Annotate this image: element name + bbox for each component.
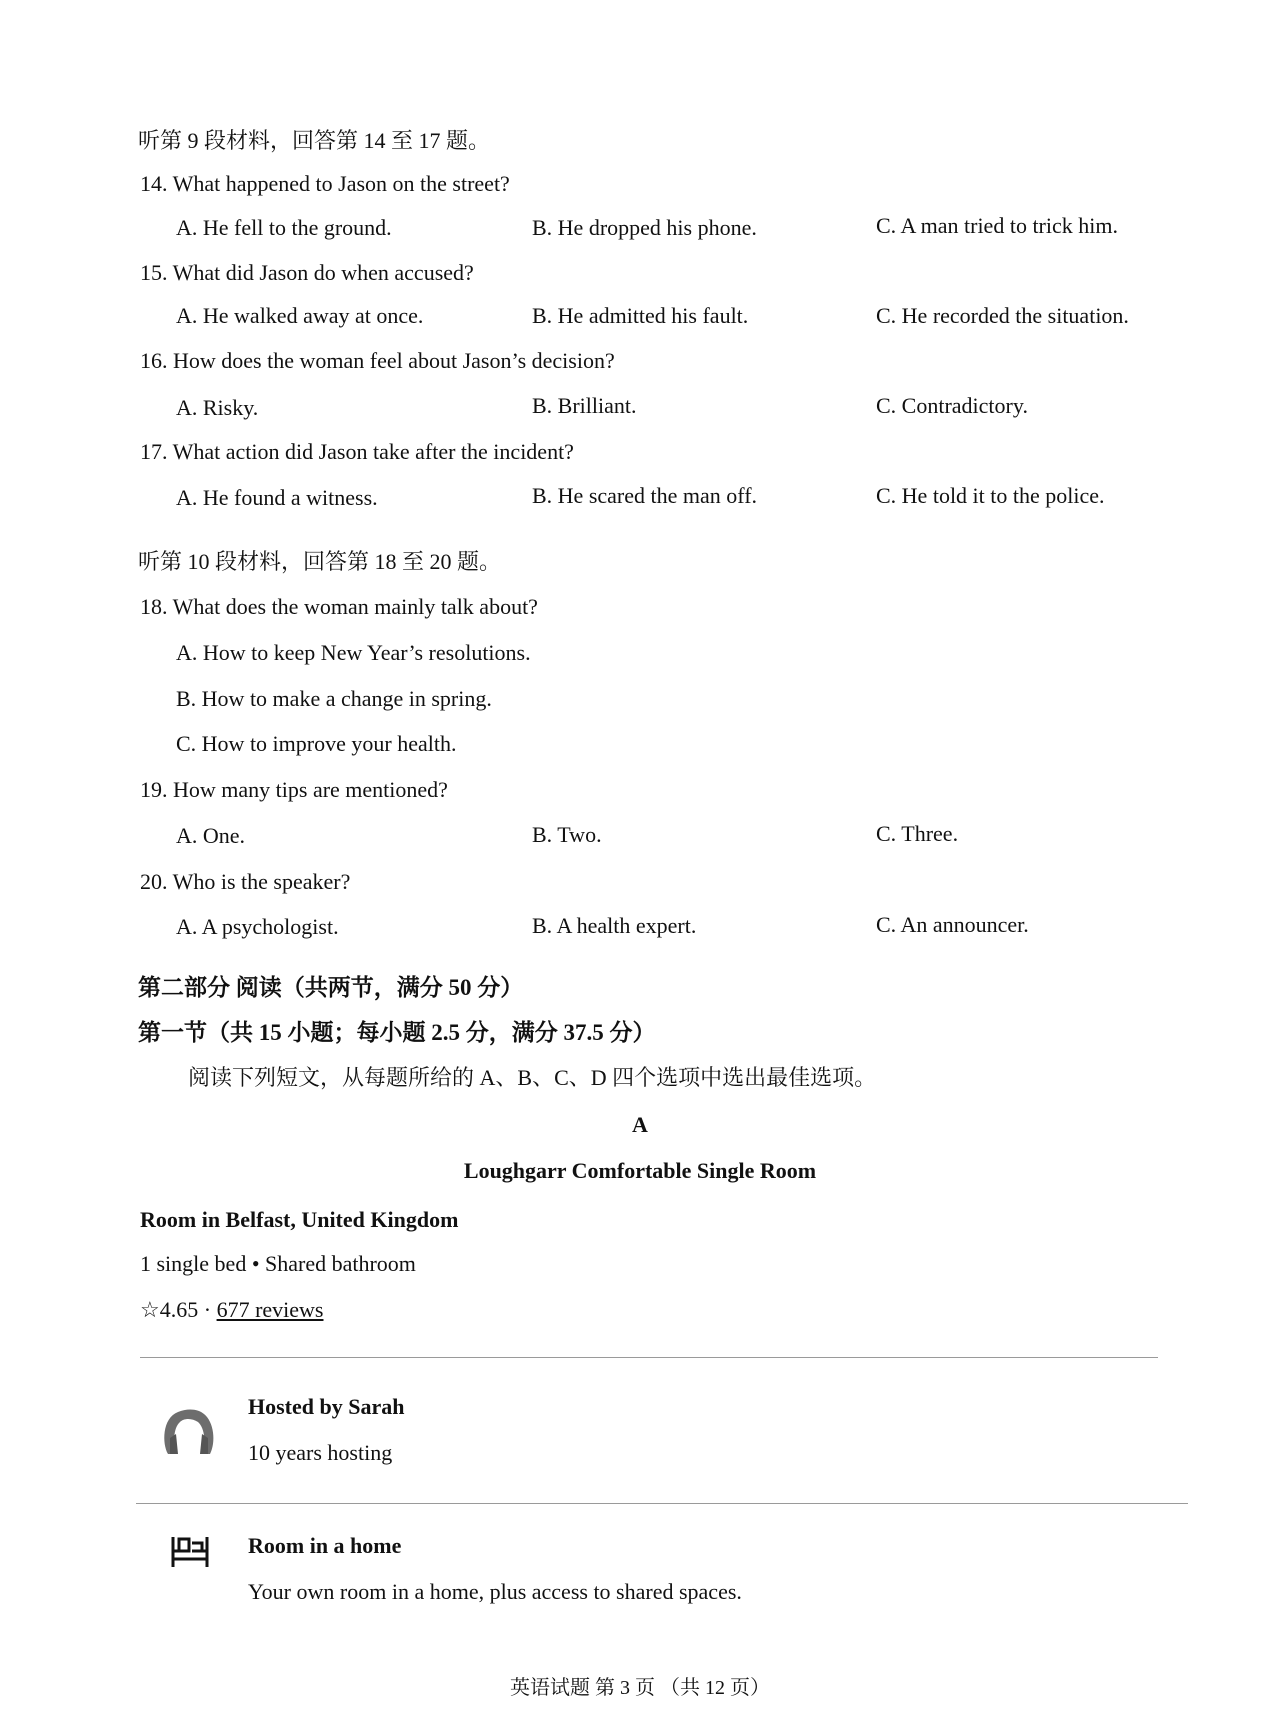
divider — [136, 1503, 1188, 1504]
question-17-stem: 17. What action did Jason take after the incident? — [140, 439, 574, 464]
question-15-option-b: B. He admitted his fault. — [532, 303, 749, 328]
question-19-option-c: C. Three. — [876, 821, 959, 846]
question-19-option-a: A. One. — [176, 823, 246, 848]
question-15-option-c: C. He recorded the situation. — [876, 303, 1129, 328]
question-20-stem: 20. Who is the speaker? — [140, 869, 351, 894]
bed-icon — [170, 1533, 210, 1569]
listing-location: Room in Belfast, United Kingdom — [140, 1207, 459, 1232]
question-16-option-b: B. Brilliant. — [532, 393, 637, 418]
question-14-option-b: B. He dropped his phone. — [532, 215, 757, 240]
reviews-link[interactable]: 677 reviews — [216, 1297, 324, 1322]
listing-rating — [140, 1296, 323, 1324]
question-17-option-c: C. He told it to the police. — [876, 483, 1105, 508]
divider — [140, 1357, 1158, 1358]
question-15-stem: 15. What did Jason do when accused? — [140, 260, 474, 285]
passage-title: Loughgarr Comfortable Single Room — [463, 1158, 817, 1183]
rating-value: ☆4.65 · — [140, 1297, 217, 1322]
question-18-stem: 18. What does the woman mainly talk about? — [140, 594, 538, 619]
question-18-option-b: B. How to make a change in spring. — [176, 686, 492, 711]
question-19-option-b: B. Two. — [532, 822, 602, 847]
question-17-option-a: A. He found a witness. — [176, 485, 378, 510]
question-16-stem: 16. How does the woman feel about Jason’s decision? — [140, 348, 615, 373]
section-9-heading: 听第 9 段材料，回答第 14 至 17 题。 — [138, 128, 491, 153]
passage-letter: A — [632, 1112, 648, 1137]
question-16-option-a: A. Risky. — [176, 395, 259, 420]
question-20-option-c: C. An announcer. — [876, 912, 1029, 937]
host-name: Hosted by Sarah — [248, 1394, 405, 1419]
question-16-option-c: C. Contradictory. — [876, 393, 1028, 418]
room-type-description: Your own room in a home, plus access to shared spaces. — [248, 1579, 742, 1604]
part-2-title: 第二部分 阅读（共两节，满分 50 分） — [138, 975, 524, 1000]
page-footer: 英语试题 第 3 页 （共 12 页） — [510, 1677, 770, 1699]
listing-details: 1 single bed • Shared bathroom — [140, 1251, 416, 1276]
question-15-option-a: A. He walked away at once. — [176, 303, 424, 328]
question-20-option-a: A. A psychologist. — [176, 914, 339, 939]
room-type-title: Room in a home — [248, 1533, 402, 1558]
part-2-section-1-title: 第一节（共 15 小题；每小题 2.5 分，满分 37.5 分） — [138, 1020, 656, 1045]
question-14-stem: 14. What happened to Jason on the street? — [140, 171, 510, 196]
host-years: 10 years hosting — [248, 1440, 393, 1465]
question-19-stem: 19. How many tips are mentioned? — [140, 777, 448, 802]
question-14-option-a: A. He fell to the ground. — [176, 215, 392, 240]
section-10-heading: 听第 10 段材料，回答第 18 至 20 题。 — [138, 549, 502, 574]
question-14-option-c: C. A man tried to trick him. — [876, 213, 1118, 238]
question-18-option-c: C. How to improve your health. — [176, 731, 457, 756]
question-17-option-b: B. He scared the man off. — [532, 483, 758, 508]
user-avatar-icon — [158, 1404, 220, 1460]
reading-instruction: 阅读下列短文，从每题所给的 A、B、C、D 四个选项中选出最佳选项。 — [188, 1065, 877, 1090]
question-18-option-a: A. How to keep New Year’s resolutions. — [176, 640, 531, 665]
question-20-option-b: B. A health expert. — [532, 913, 697, 938]
